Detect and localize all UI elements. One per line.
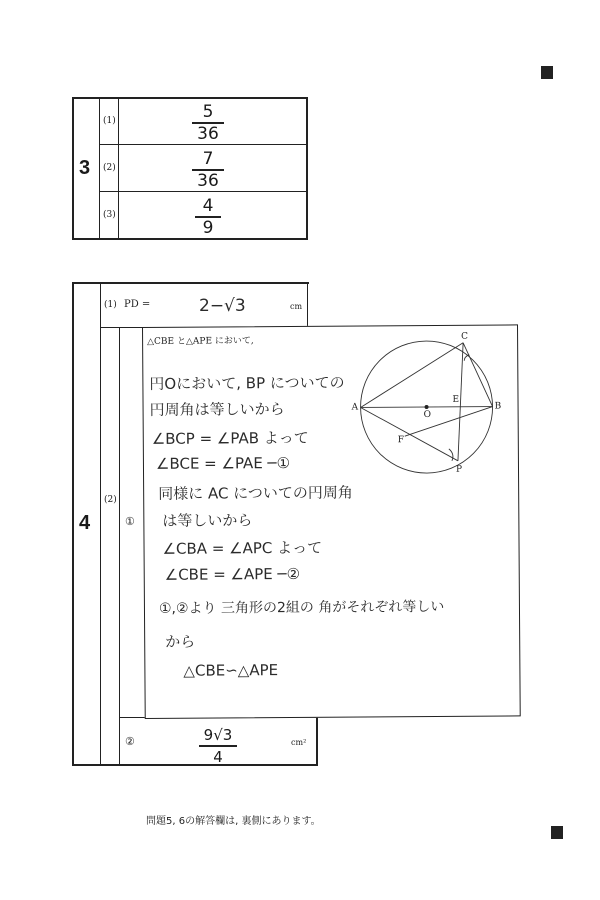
- q3-part1-denominator: 36: [197, 123, 219, 144]
- q4-sub2-numerator: 9√3: [203, 726, 233, 744]
- label-a: A: [351, 402, 359, 413]
- proof-line: ∠BCP = ∠PAB よって: [151, 428, 309, 448]
- proof-line: ∠CBE = ∠APE ─②: [164, 564, 301, 584]
- proof-line: 同様に AC についての円周角: [158, 483, 353, 503]
- q3-part2-numerator: 7: [202, 149, 214, 169]
- label-e: E: [452, 394, 460, 405]
- q4-sub2-unit: cm²: [291, 738, 307, 747]
- proof-line: 円Oにおいて, BP についての: [149, 373, 345, 393]
- label-p: P: [455, 464, 463, 475]
- q4-sub2-denominator: 4: [213, 747, 223, 766]
- q3-part3-answer: [188, 197, 228, 237]
- proof-intro: △CBE と△APE において,: [147, 336, 254, 347]
- q4-part1-answer: 2−√3: [199, 296, 246, 316]
- label-c: C: [461, 331, 469, 342]
- q3-part1-answer: [188, 103, 228, 143]
- q3-part3-label: (3): [103, 210, 116, 220]
- question-4-number: 4: [79, 512, 91, 534]
- q3-part2-label: (2): [103, 163, 116, 173]
- proof-line: ∠BCE = ∠PAE ─①: [155, 453, 291, 473]
- q3-part2-denominator: 36: [197, 170, 219, 191]
- registration-mark-bottom: [551, 826, 563, 839]
- label-f: F: [397, 435, 405, 446]
- proof-line: から: [165, 632, 196, 651]
- label-b: B: [494, 401, 502, 412]
- label-o: O: [423, 409, 432, 421]
- q4-part1-prefix: PD =: [124, 299, 151, 310]
- proof-line: は等しいから: [162, 511, 253, 530]
- q4-part1-label: (1): [104, 300, 117, 310]
- q4-part2-label: (2): [104, 495, 117, 505]
- proof-line: ∠CBA = ∠APC よって: [162, 538, 323, 558]
- proof-line: ①,②より 三角形の2組の 角がそれぞれ等しい: [158, 598, 445, 617]
- proof-line: 円周角は等しいから: [149, 400, 285, 419]
- q3-part1-label: (1): [103, 116, 116, 126]
- q4-part2-sub1-label: ①: [125, 515, 135, 528]
- q4-part1-unit: cm: [290, 302, 303, 311]
- proof-line: △CBE∽△APE: [183, 661, 279, 680]
- q4-part2-sub2-label: ②: [125, 735, 135, 748]
- registration-mark-top: [541, 66, 553, 79]
- q3-part2-answer: [188, 150, 228, 190]
- footer-note: 問題5, 6の解答欄は, 裏側にあります。: [146, 816, 321, 827]
- q3-part1-numerator: 5: [202, 102, 214, 122]
- q3-part3-denominator: 9: [202, 217, 214, 238]
- q3-part3-numerator: 4: [202, 196, 214, 216]
- proof-answer-sheet: [142, 324, 521, 719]
- question-3-number: 3: [79, 157, 91, 179]
- q4-sub2-answer: [196, 726, 240, 766]
